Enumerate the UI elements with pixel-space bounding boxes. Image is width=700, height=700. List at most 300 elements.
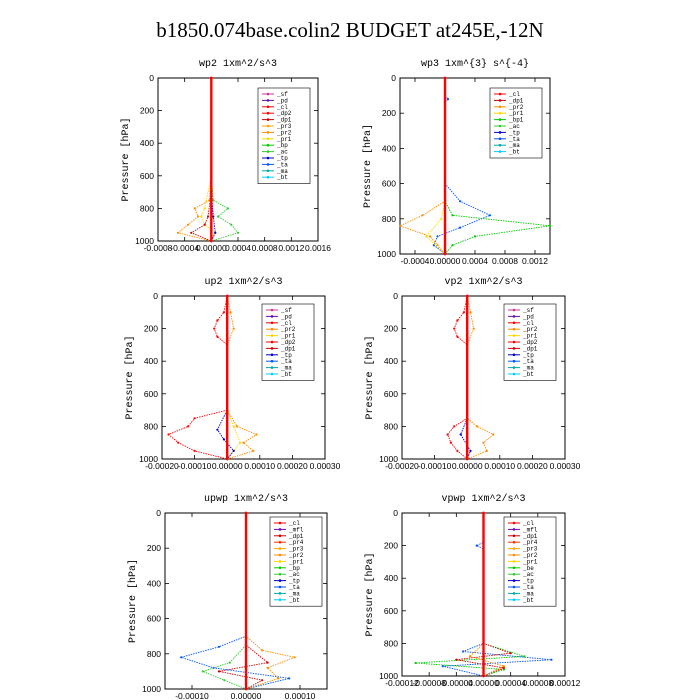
panel-title: vp2 1xm^2/s^3 [444, 277, 523, 288]
legend-marker [513, 586, 516, 589]
y-tick-label: 800 [383, 421, 398, 432]
legend-marker [513, 541, 516, 544]
x-tick-label: 0.00010 [284, 691, 316, 700]
data-point [261, 649, 263, 651]
data-point [226, 458, 229, 461]
x-tick-label: 0.0004 [462, 256, 488, 266]
data-point [204, 224, 206, 226]
legend-entry: _ac [277, 148, 288, 156]
legend-entry: _pr1 [509, 110, 524, 118]
series-line-pr1 [426, 78, 445, 254]
x-tick-label: 0.00000 [230, 691, 262, 700]
x-tick-label: 0.00004 [495, 678, 527, 688]
y-tick-label: 400 [383, 573, 398, 584]
legend-entry: _dp2 [523, 339, 538, 346]
x-tick-label: 0.00000 [468, 678, 499, 688]
y-tick-label: 200 [146, 543, 161, 554]
series-line-pr1 [227, 296, 240, 459]
legend-marker [513, 315, 516, 318]
data-point [214, 232, 216, 234]
legend-marker [513, 592, 516, 595]
legend-marker [279, 554, 282, 557]
legend-entry: _sf [523, 307, 534, 314]
panel-title: wp3 1xm^{3} s^{-4} [420, 59, 530, 70]
data-point [223, 438, 225, 440]
x-tick-label: 0.00012 [549, 678, 581, 688]
legend-entry: _ma [523, 590, 534, 598]
legend-marker [267, 144, 270, 147]
legend-entry: _pr2 [277, 129, 292, 137]
data-point [447, 98, 449, 100]
legend-entry: _mfl [289, 526, 304, 534]
legend-marker [271, 322, 274, 325]
legend-marker [499, 125, 502, 128]
legend-marker [267, 138, 270, 141]
legend-entry: _bt [523, 596, 534, 604]
legend-entry: _tp [289, 577, 300, 585]
y-tick-label: 800 [381, 213, 396, 224]
x-tick-label: -0.0004 [400, 256, 430, 266]
legend-marker [271, 360, 274, 363]
legend-entry: _cl [509, 91, 520, 98]
legend-entry: _bt [509, 148, 520, 156]
legend-entry: _ta [523, 584, 534, 591]
x-tick-label: 0.0012 [278, 243, 305, 253]
data-point [180, 656, 182, 658]
y-tick-label: 400 [139, 138, 154, 149]
legend-entry: _pr2 [523, 326, 538, 334]
legend-marker [513, 560, 516, 563]
legend-marker [279, 547, 282, 550]
figure-title: b1850.074base.colin2 BUDGET at245E,-12N [156, 18, 544, 42]
data-point [482, 675, 485, 678]
panel-title: wp2 1xm^2/s^3 [198, 59, 278, 70]
data-point [197, 215, 199, 217]
data-point [436, 235, 438, 237]
data-point [229, 311, 231, 313]
legend-marker [271, 347, 274, 350]
legend-entry: _pd [281, 313, 292, 321]
legend-marker [499, 112, 502, 115]
data-point [469, 311, 471, 313]
panel-2 [362, 58, 551, 266]
x-tick-label: -0.00004 [439, 678, 474, 688]
legend-entry: _pr4 [289, 539, 304, 547]
legend-marker [267, 99, 270, 102]
legend-marker [271, 341, 274, 344]
data-point [429, 235, 431, 237]
y-axis-label: Pressure [hPa] [125, 335, 136, 420]
x-tick-label: 0.00030 [309, 461, 341, 471]
legend-marker [267, 93, 270, 96]
legend-entry: _tp [523, 351, 534, 359]
legend-marker [513, 322, 516, 325]
data-point [216, 429, 218, 431]
data-point [200, 215, 202, 217]
legend-entry: _ma [289, 590, 300, 598]
legend-entry: _ta [509, 135, 520, 143]
data-point [218, 646, 220, 648]
data-point [212, 215, 214, 217]
legend-entry: _ma [277, 167, 288, 175]
legend-entry: _mfl [523, 526, 538, 534]
series-line-dp1 [219, 513, 268, 689]
data-point [473, 328, 475, 330]
legend-marker [513, 328, 516, 331]
x-tick-label: 0.00000 [195, 243, 227, 253]
data-point [245, 512, 248, 515]
y-tick-label: 1000 [377, 249, 396, 259]
data-point [453, 328, 455, 330]
data-point [294, 656, 296, 658]
data-point [476, 545, 478, 547]
legend-entry: _pr1 [281, 332, 296, 340]
data-point [277, 677, 279, 679]
legend-entry: _dp1 [509, 97, 524, 105]
legend-entry: _cl [289, 520, 300, 527]
legend-entry: _bt [277, 174, 288, 182]
legend-marker [499, 150, 502, 153]
y-axis-label: Pressure [hPa] [365, 335, 376, 420]
legend-entry: _ma [523, 364, 534, 372]
y-tick-label: 800 [146, 648, 161, 659]
x-tick-label: 0.0008 [492, 256, 518, 266]
data-point [252, 450, 254, 452]
legend-marker [513, 334, 516, 337]
x-tick-label: 0.0012 [522, 256, 548, 266]
legend-marker [279, 522, 282, 525]
legend-entry: _bt [289, 596, 300, 604]
data-point [469, 450, 471, 452]
legend-marker [279, 573, 282, 576]
y-tick-label: 400 [381, 143, 396, 154]
legend-entry: _pr2 [289, 552, 304, 559]
legend-marker [513, 347, 516, 350]
panel-5 [127, 493, 327, 700]
legend-entry: _dp1 [289, 532, 304, 540]
x-tick-label: 0.00010 [244, 461, 276, 471]
legend-marker [279, 535, 282, 538]
series-line-pr2 [400, 78, 445, 254]
legend-marker [267, 163, 270, 166]
legend-marker [271, 366, 274, 369]
data-point [444, 253, 447, 256]
data-point [233, 450, 235, 452]
x-tick-label: -0.00020 [145, 461, 179, 471]
series-line-pr2 [467, 296, 493, 459]
y-tick-label: 0 [153, 291, 158, 301]
y-axis-label: Pressure [hPa] [128, 558, 139, 644]
legend-entry: _pd [277, 97, 288, 105]
data-point [453, 425, 455, 427]
data-point [503, 665, 505, 667]
legend-entry: _ta [281, 358, 292, 366]
data-point [489, 214, 491, 216]
legend-marker [267, 131, 270, 134]
data-point [207, 215, 209, 217]
data-point [288, 677, 290, 679]
data-point [223, 679, 225, 681]
legend-marker [267, 125, 270, 128]
legend-marker [513, 573, 516, 576]
data-point [202, 670, 204, 672]
y-tick-label: 800 [143, 421, 158, 432]
legend-entry: _pd [523, 313, 534, 321]
x-tick-label: 0.0008 [251, 243, 278, 253]
data-point [549, 225, 551, 227]
data-point [510, 652, 512, 654]
y-axis-label: Pressure [hPa] [365, 552, 376, 637]
legend-marker [513, 567, 516, 570]
x-tick-label: -0.00012 [385, 678, 419, 688]
legend-marker [499, 144, 502, 147]
legend-marker [279, 579, 282, 582]
legend-marker [271, 309, 274, 312]
y-tick-label: 200 [381, 108, 396, 119]
y-axis-label: Pressure [hPa] [363, 123, 374, 209]
legend-entry: _dp1 [523, 532, 538, 540]
x-tick-label: 0.00000 [429, 256, 461, 266]
legend-entry: _dp1 [523, 345, 538, 353]
data-point [463, 311, 465, 313]
legend-entry: _cl [281, 319, 292, 327]
y-tick-label: 200 [139, 105, 154, 116]
data-point [227, 207, 229, 209]
data-point [550, 659, 552, 661]
legend-entry: _ac [289, 571, 300, 579]
series-line-pr2 [227, 296, 256, 459]
legend-entry: _pr1 [277, 135, 292, 143]
data-point [236, 425, 238, 427]
x-tick-label: -0.0004 [170, 243, 200, 253]
panel-6 [364, 493, 581, 688]
x-tick-label: 0.00030 [549, 461, 581, 471]
data-point [255, 433, 257, 435]
x-tick-label: 0.00020 [517, 461, 548, 471]
data-point [216, 319, 218, 321]
legend-marker [513, 554, 516, 557]
legend-marker [499, 106, 502, 109]
y-tick-label: 600 [143, 388, 158, 399]
legend-marker [271, 354, 274, 357]
legend-entry: _dp1 [277, 116, 292, 124]
legend-entry: _bp1 [509, 116, 524, 124]
data-point [204, 207, 206, 209]
legend-entry: _ta [289, 584, 300, 591]
data-point [187, 224, 189, 226]
legend-marker [267, 157, 270, 160]
data-point [187, 425, 189, 427]
legend-marker [279, 586, 282, 589]
x-tick-label: 0.00020 [277, 461, 308, 471]
x-tick-label: 0.00000 [451, 461, 483, 471]
data-point [523, 655, 525, 657]
data-point [450, 442, 452, 444]
legend-marker [499, 99, 502, 102]
legend-marker [279, 541, 282, 544]
legend-marker [499, 118, 502, 121]
data-point [267, 662, 269, 664]
legend-marker [279, 560, 282, 563]
legend-entry: _ma [509, 142, 520, 150]
data-point [415, 662, 417, 664]
series-line-ta [434, 78, 490, 254]
y-tick-label: 1000 [379, 671, 398, 681]
data-point [466, 295, 469, 298]
legend-entry: _pr3 [277, 123, 292, 130]
data-point [245, 688, 248, 691]
y-tick-label: 400 [143, 356, 158, 367]
legend-entry: _dp2 [277, 110, 292, 118]
legend-marker [271, 373, 274, 376]
data-point [440, 218, 442, 220]
panel-title: up2 1xm^2/s^3 [204, 277, 283, 288]
data-point [476, 425, 478, 427]
legend-entry: _tp [281, 351, 292, 359]
series-line-tp [217, 296, 233, 459]
legend-entry: _tp [509, 129, 520, 137]
x-tick-label: 0.0004 [225, 243, 251, 253]
y-tick-label: 200 [143, 323, 158, 334]
data-point [482, 512, 485, 515]
legend-marker [499, 93, 502, 96]
data-point [216, 336, 218, 338]
legend-entry: _cl [523, 520, 534, 527]
data-point [194, 207, 196, 209]
data-point [210, 77, 213, 80]
legend-entry: _pr1 [289, 558, 304, 566]
data-point [451, 244, 453, 246]
legend-marker [513, 360, 516, 363]
data-point [229, 662, 231, 664]
data-point [456, 450, 458, 452]
x-tick-label: -0.0008 [143, 243, 173, 253]
legend-marker [513, 354, 516, 357]
legend-entry: _bp [289, 564, 300, 572]
legend-entry: _cl [523, 319, 534, 327]
legend-entry: _tp [523, 577, 534, 585]
legend-marker [513, 535, 516, 538]
data-point [492, 433, 494, 435]
series-line-ac [211, 78, 238, 241]
x-tick-label: -0.00008 [412, 678, 446, 688]
legend-entry: _pr3 [523, 545, 538, 553]
legend-entry: _sf [277, 91, 288, 98]
legend-marker [271, 334, 274, 337]
legend-entry: _pr2 [523, 552, 538, 559]
legend-marker [267, 170, 270, 173]
legend-marker [513, 599, 516, 602]
legend-entry: _ta [277, 161, 288, 169]
data-point [233, 425, 235, 427]
y-tick-label: 1000 [135, 236, 154, 246]
data-point [456, 336, 458, 338]
data-point [223, 311, 225, 313]
legend-marker [267, 176, 270, 179]
data-point [242, 442, 244, 444]
data-point [469, 655, 471, 657]
y-tick-label: 400 [383, 356, 398, 367]
legend-marker [513, 547, 516, 550]
legend-marker [267, 106, 270, 109]
y-tick-label: 200 [383, 323, 398, 334]
y-tick-label: 1000 [379, 454, 398, 464]
data-point [456, 319, 458, 321]
data-point [226, 295, 229, 298]
data-point [167, 433, 169, 435]
x-tick-label: -0.00020 [385, 461, 419, 471]
legend-marker [267, 118, 270, 121]
legend-entry: _dp1 [281, 345, 296, 353]
legend-entry: _ma [281, 364, 292, 372]
legend-marker [513, 373, 516, 376]
data-point [177, 442, 179, 444]
data-point [194, 417, 196, 419]
legend-entry: _bt [523, 371, 534, 378]
data-point [425, 235, 427, 237]
data-point [447, 433, 449, 435]
data-point [217, 215, 219, 217]
legend-entry: _dp2 [281, 339, 296, 346]
legend-entry: _ac [509, 123, 520, 130]
panel-3 [124, 276, 341, 471]
legend-marker [513, 366, 516, 369]
x-tick-label: 0.00000 [211, 461, 243, 471]
legend-marker [267, 150, 270, 153]
x-tick-label: 0.00010 [484, 461, 516, 471]
legend-entry: _pr1 [523, 558, 538, 566]
x-tick-label: -0.00010 [177, 461, 212, 471]
data-point [267, 667, 269, 669]
data-point [482, 442, 484, 444]
legend-marker [279, 567, 282, 570]
data-point [466, 458, 469, 461]
y-tick-label: 800 [383, 638, 398, 649]
data-point [459, 227, 461, 229]
data-point [177, 232, 179, 234]
y-tick-label: 0 [149, 73, 154, 83]
legend-entry: _pr4 [523, 539, 538, 547]
y-axis-label: Pressure [hPa] [121, 117, 132, 202]
legend-marker [271, 315, 274, 318]
data-point [190, 232, 192, 234]
data-point [460, 433, 462, 435]
data-point [210, 240, 213, 243]
legend-entry: _pr1 [523, 332, 538, 340]
y-tick-label: 1000 [139, 454, 158, 464]
data-point [239, 442, 241, 444]
y-tick-label: 0 [393, 508, 398, 518]
series-line-ac [203, 513, 246, 689]
series-line-pr2 [178, 78, 211, 241]
data-point [237, 232, 239, 234]
y-tick-label: 600 [381, 178, 396, 189]
data-point [455, 659, 457, 661]
legend-entry: _ta [523, 358, 534, 366]
legend-marker [279, 599, 282, 602]
legend-entry: _pr2 [281, 326, 296, 334]
panel-title: upwp 1xm^2/s^3 [203, 494, 289, 505]
legend-entry: _bt [281, 371, 292, 378]
y-tick-label: 0 [391, 73, 396, 83]
data-point [218, 670, 220, 672]
legend-marker [267, 112, 270, 115]
data-point [421, 214, 423, 216]
legend-marker [513, 341, 516, 344]
panel-1 [120, 58, 331, 253]
y-tick-label: 600 [146, 613, 161, 624]
y-tick-label: 600 [383, 388, 398, 399]
